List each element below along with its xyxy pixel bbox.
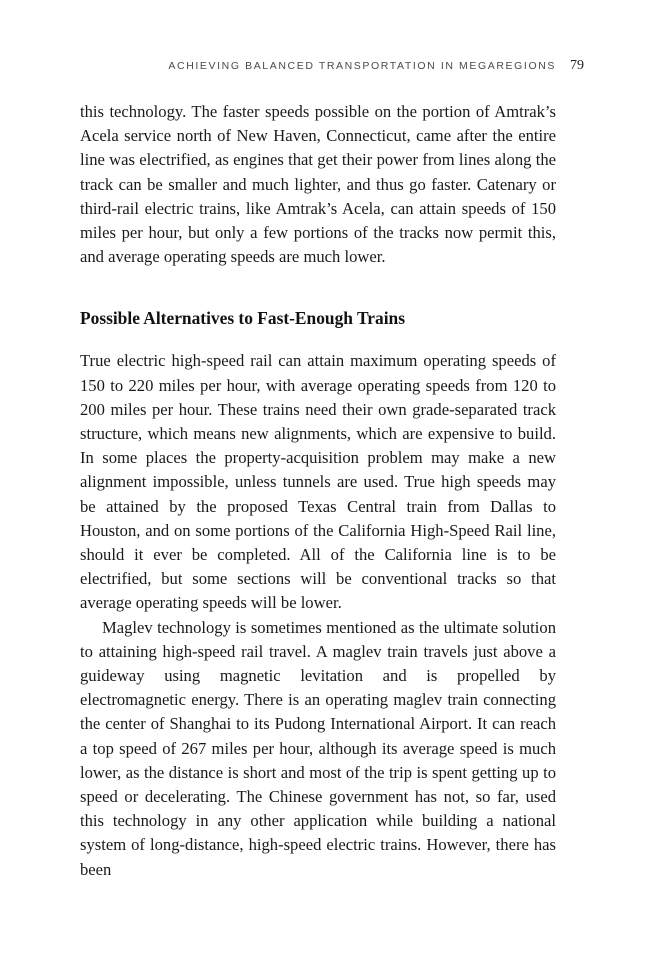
page-body <box>80 100 556 882</box>
page-number: 79 <box>570 58 584 73</box>
running-head <box>168 58 584 74</box>
running-title: ACHIEVING BALANCED TRANSPORTATION IN MEGAREGIONS <box>168 60 556 72</box>
body-paragraph-3: Maglev technology is sometimes mentioned as the ultimate solution to attaining high-speed rail travel. A maglev train travels just above a guideway using magnetic levitation and is propelled by electromagnetic energy. There is an operating maglev train connecting the center of Shanghai to its Pudong International Airport. It can reach a top speed of 267 miles per hour, although its average speed is much lower, as the distance is short and most of the trip is spent getting up to speed or decelerating. The Chinese government has not, so far, used this technology in any other application while building a national system of long-distance, high-speed electric trains. However, there has been <box>80 617 556 879</box>
section-heading: Possible Alternatives to Fast-Enough Trains <box>80 308 405 329</box>
body-paragraph-2: True electric high-speed rail can attain maximum operating speeds of 150 to 220 miles per hour, with average operating speeds from 120 to 200 miles per hour. These trains need their own grade-separated track structure, which means new alignments, which are expensive to build. In some places the property-acquisition problem may make a new alignment impossible, unless tunnels are used. True high speeds may be attained by the proposed Texas Central train from Dallas to Houston, and on some portions of the California High-Speed Rail line, should it ever be completed. All of the California line is to be electrified, but some sections will be conventional tracks so that average operating speeds will be lower. <box>80 351 556 613</box>
body-paragraph-1: this technology. The faster speeds possible on the portion of Amtrak’s Acela service north of New Haven, Connecticut, came after the entire line was electrified, as engines that get their power from lines along the track can be smaller and much lighter, and thus go faster. Catenary or third-rail electric trains, like Amtrak’s Acela, can attain speeds of 150 miles per hour, but only a few portions of the tracks now permit this, and average operating speeds are much lower. <box>80 102 556 267</box>
